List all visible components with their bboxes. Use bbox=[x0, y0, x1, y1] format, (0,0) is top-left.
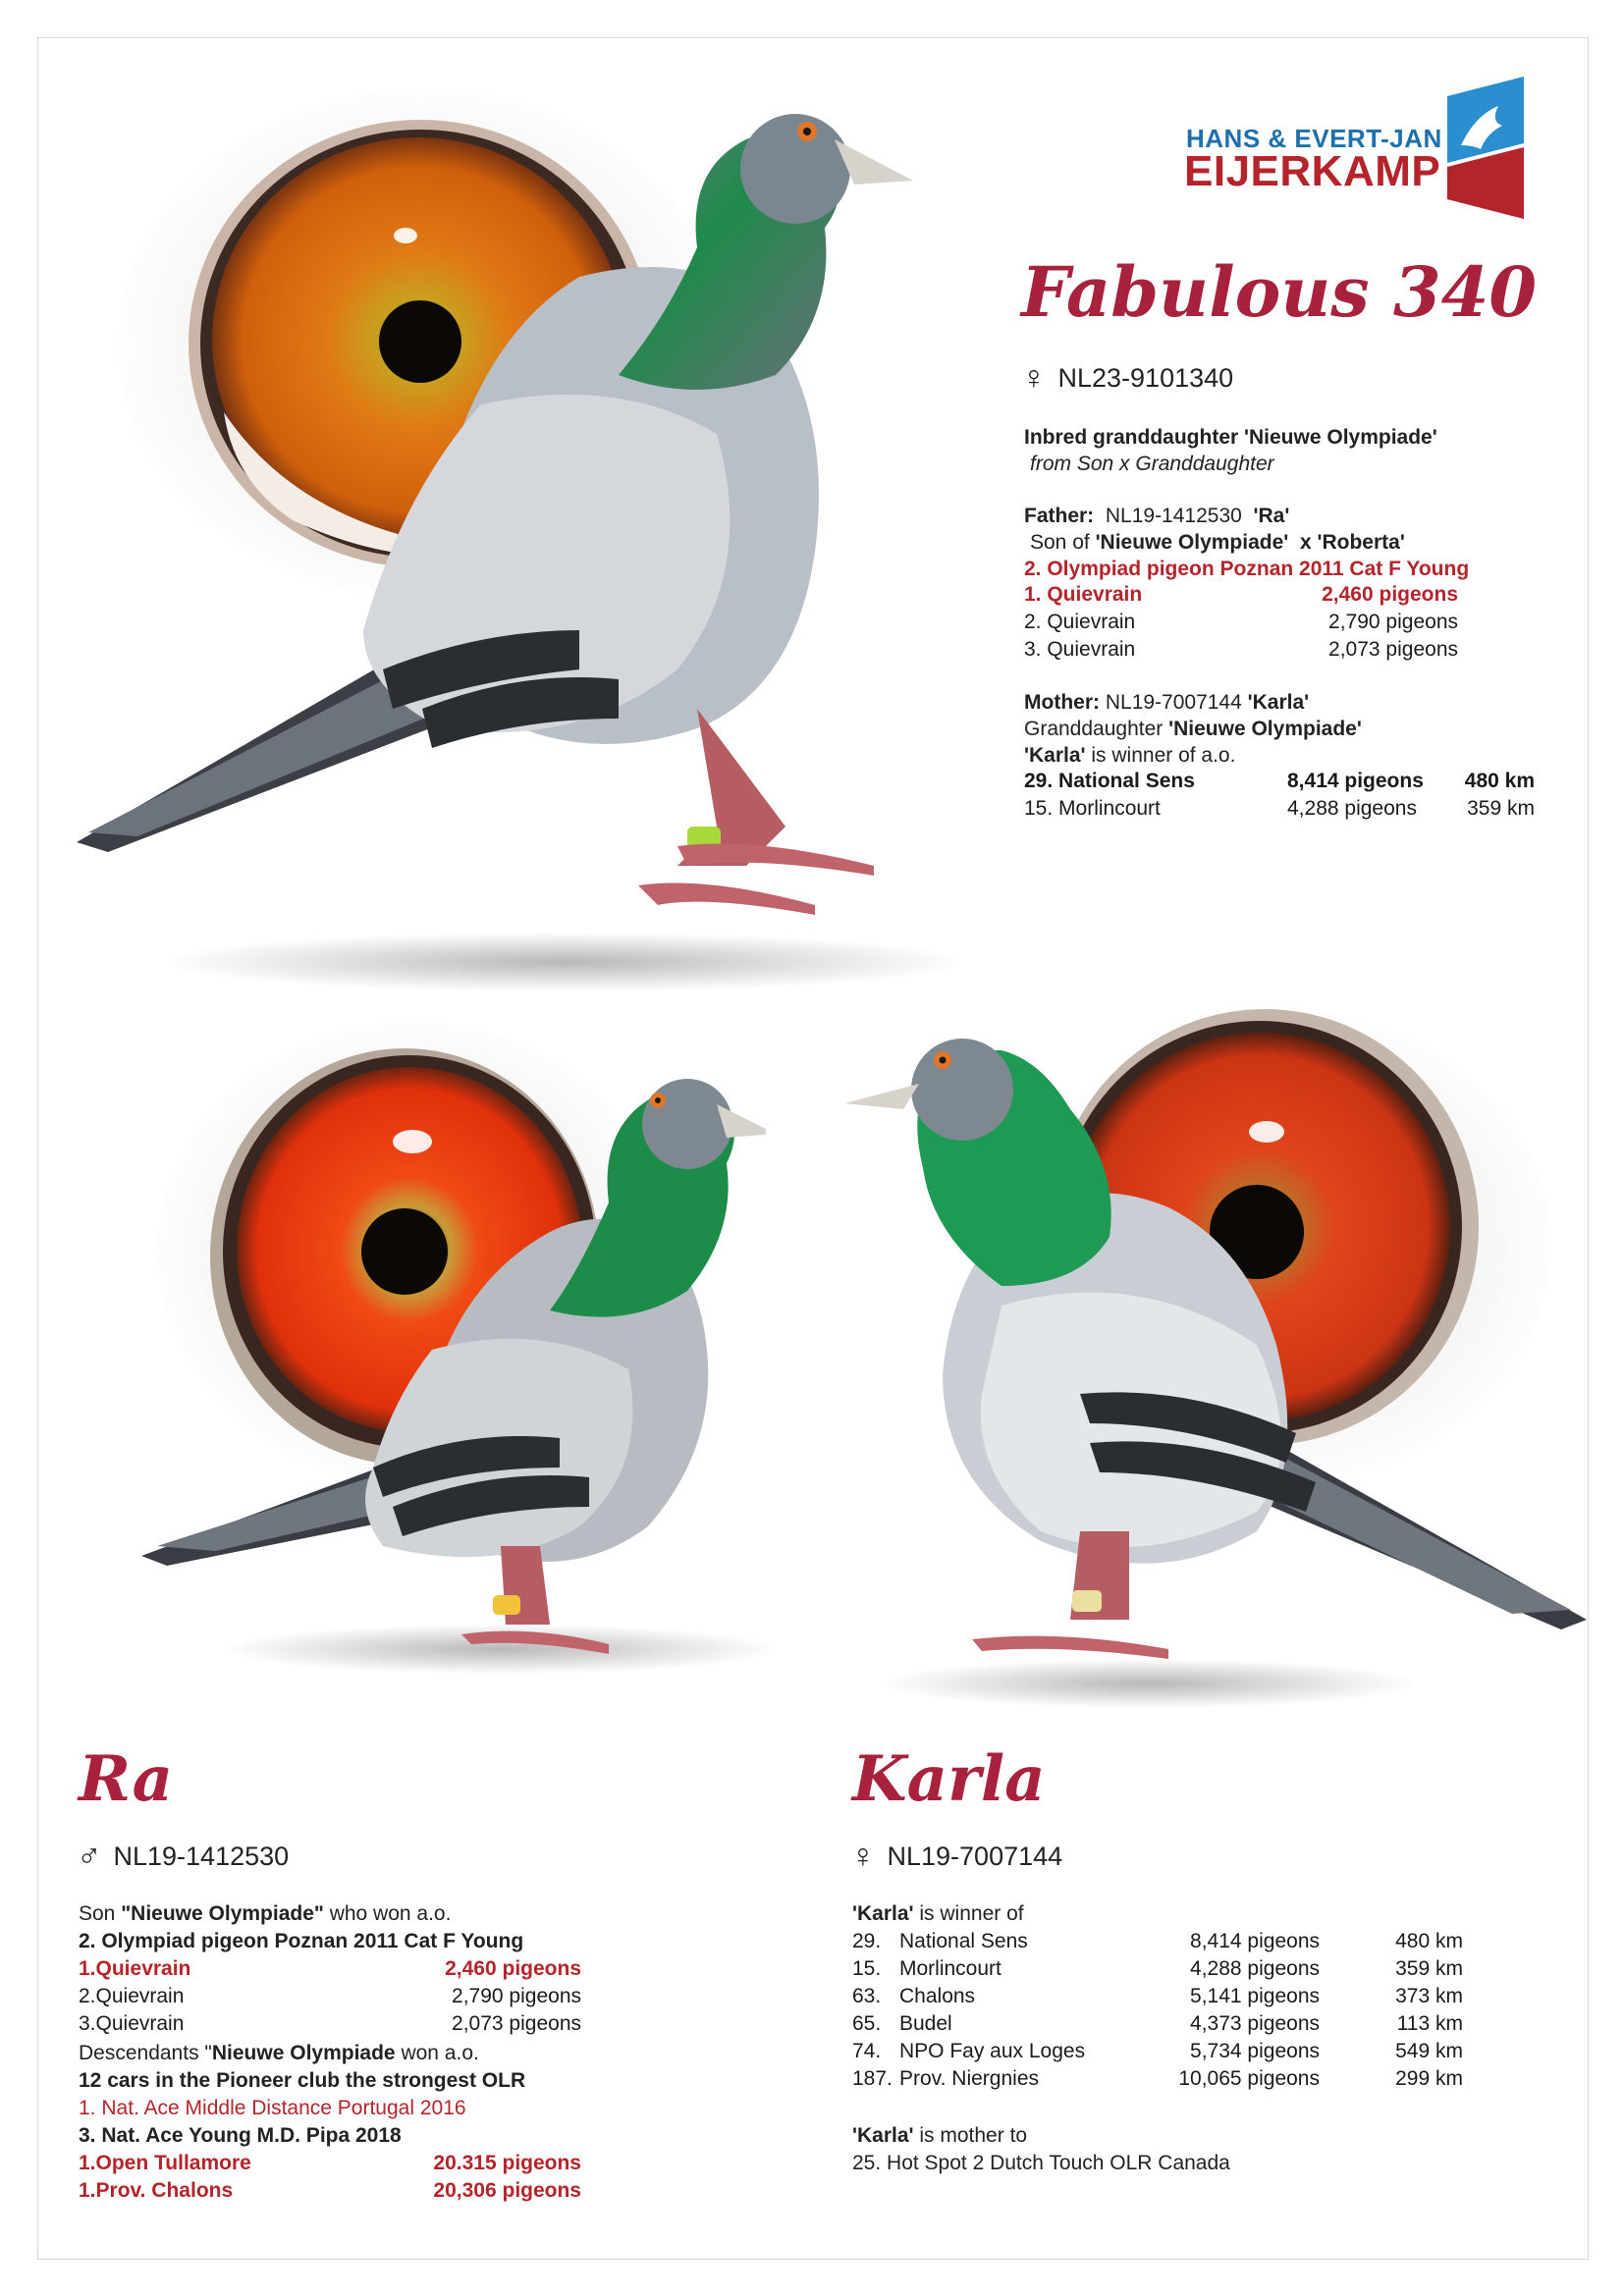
result-race: Morlincourt bbox=[899, 1957, 1001, 1980]
mother-label: Mother: bbox=[1024, 691, 1100, 714]
result-row bbox=[1024, 609, 1458, 636]
karla-mother-line2: 25. Hot Spot 2 Dutch Touch OLR Canada bbox=[852, 2152, 1230, 2174]
result-row bbox=[852, 1983, 1463, 2010]
result-place: 3. Quievrain bbox=[1024, 638, 1136, 661]
karla-pigeon-image bbox=[844, 1021, 1591, 1708]
result-count: 4,373 pigeons bbox=[1190, 2012, 1320, 2035]
karla-mother-name: 'Karla' bbox=[852, 2124, 914, 2147]
karla-ring-line bbox=[850, 1838, 1062, 1876]
ra-ring-line bbox=[77, 1838, 289, 1876]
father-line bbox=[1024, 503, 1289, 529]
female-icon: ♀ bbox=[1021, 359, 1047, 397]
father-highlight: 2. Olympiad pigeon Poznan 2011 Cat F Young bbox=[1024, 558, 1470, 580]
ra-line1-sire: "Nieuwe Olympiade" bbox=[121, 1902, 324, 1925]
result-count: 2,073 pigeons bbox=[1328, 638, 1458, 661]
father-results-table bbox=[1024, 581, 1458, 664]
result-count: 10,065 pigeons bbox=[1178, 2067, 1320, 2090]
result-count: 8,414 pigeons bbox=[1287, 770, 1424, 792]
karla-ring: NL19-7007144 bbox=[887, 1842, 1063, 1871]
karla-winner-name: 'Karla' bbox=[852, 1902, 914, 1925]
result-distance: 373 km bbox=[1395, 1985, 1463, 2007]
result-row bbox=[852, 2010, 1463, 2038]
result-position: 65. bbox=[852, 2012, 882, 2035]
result-count: 2,073 pigeons bbox=[452, 2012, 581, 2035]
ra-name: Ra bbox=[79, 1742, 174, 1816]
result-position: 15. bbox=[852, 1957, 882, 1980]
ra-results-table-1 bbox=[79, 1955, 581, 2038]
male-icon: ♂ bbox=[77, 1838, 102, 1875]
result-place: 2. Quievrain bbox=[1024, 611, 1136, 633]
result-count: 8,414 pigeons bbox=[1190, 1930, 1320, 1952]
result-row bbox=[1024, 768, 1535, 795]
mother-parentage bbox=[1024, 716, 1362, 742]
ra-line2: 2. Olympiad pigeon Poznan 2011 Cat F Young bbox=[79, 1930, 524, 1952]
karla-winner-line bbox=[852, 1900, 1024, 1927]
mother-line bbox=[1024, 689, 1309, 716]
brand-line1: HANS & EVERT-JAN bbox=[1186, 124, 1442, 153]
mother-winner-rest: is winner of a.o. bbox=[1091, 744, 1236, 767]
result-distance: 299 km bbox=[1395, 2067, 1463, 2090]
result-row bbox=[852, 1955, 1463, 1983]
result-count: 4,288 pigeons bbox=[1190, 1957, 1320, 1980]
result-count: 4,288 pigeons bbox=[1287, 797, 1417, 820]
result-race: Prov. Niergnies bbox=[899, 2067, 1039, 2090]
result-place: 15. Morlincourt bbox=[1024, 797, 1161, 820]
ra-desc-rest: won a.o. bbox=[401, 2042, 479, 2064]
ra-desc-line2: 12 cars in the Pioneer club the strongest OLR bbox=[79, 2069, 526, 2092]
result-count: 20,306 pigeons bbox=[433, 2179, 581, 2202]
result-row bbox=[1024, 636, 1458, 664]
result-race: Chalons bbox=[899, 1985, 976, 2007]
main-intro-line2: from Son x Granddaughter bbox=[1030, 453, 1274, 475]
mother-winner-line bbox=[1024, 742, 1235, 769]
mother-grandsire: 'Nieuwe Olympiade' bbox=[1168, 718, 1362, 740]
result-count: 2,460 pigeons bbox=[1322, 583, 1458, 606]
karla-results-table bbox=[852, 1928, 1463, 2093]
result-count: 5,734 pigeons bbox=[1190, 2040, 1320, 2062]
result-row bbox=[79, 1955, 581, 1983]
result-race: NPO Fay aux Loges bbox=[899, 2040, 1086, 2062]
result-count: 20.315 pigeons bbox=[433, 2152, 581, 2174]
karla-winner-rest: is winner of bbox=[919, 1902, 1024, 1925]
result-count: 2,790 pigeons bbox=[1328, 611, 1458, 633]
father-name: 'Ra' bbox=[1253, 505, 1290, 527]
mother-ring: NL19-7007144 bbox=[1105, 691, 1242, 714]
mother-results-table bbox=[1024, 768, 1535, 823]
result-place: 1. Quievrain bbox=[1024, 583, 1143, 606]
main-pigeon-image bbox=[69, 80, 1011, 1003]
result-place: 1.Quievrain bbox=[79, 1957, 191, 1980]
result-position: 74. bbox=[852, 2040, 882, 2062]
result-race: Budel bbox=[899, 2012, 952, 2035]
ra-results-table-2 bbox=[79, 2150, 581, 2205]
brand-line2: EIJERKAMP bbox=[1184, 147, 1441, 195]
result-position: 29. bbox=[852, 1930, 882, 1952]
father-label: Father: bbox=[1024, 505, 1095, 527]
result-count: 2,460 pigeons bbox=[445, 1957, 581, 1980]
ra-desc-prefix: Descendants " bbox=[79, 2042, 212, 2064]
mother-parentage-prefix: Granddaughter bbox=[1024, 718, 1164, 740]
result-row bbox=[1024, 581, 1458, 609]
female-icon: ♀ bbox=[850, 1838, 876, 1875]
main-bird-ring: NL23-9101340 bbox=[1057, 363, 1234, 393]
ra-desc-name: Nieuwe Olympiade bbox=[211, 2042, 396, 2064]
result-row bbox=[1024, 795, 1535, 823]
ra-line1 bbox=[79, 1900, 451, 1927]
result-place: 1.Open Tullamore bbox=[79, 2152, 251, 2174]
result-distance: 480 km bbox=[1395, 1930, 1463, 1952]
main-intro-line1: Inbred granddaughter 'Nieuwe Olympiade' bbox=[1024, 426, 1437, 449]
result-row bbox=[79, 2010, 581, 2038]
ra-desc-line4: 3. Nat. Ace Young M.D. Pipa 2018 bbox=[79, 2124, 402, 2147]
result-row bbox=[852, 2065, 1463, 2093]
result-place: 2.Quievrain bbox=[79, 1985, 185, 2007]
result-distance: 480 km bbox=[1464, 770, 1535, 792]
father-dam: 'Roberta' bbox=[1317, 531, 1405, 554]
result-row bbox=[852, 1928, 1463, 1955]
father-son-of-prefix: Son of bbox=[1030, 531, 1090, 554]
mother-name: 'Karla' bbox=[1247, 691, 1310, 714]
father-ring: NL19-1412530 bbox=[1105, 505, 1242, 527]
result-row bbox=[79, 2177, 581, 2205]
result-distance: 359 km bbox=[1467, 797, 1535, 820]
ra-line1-rest: who won a.o. bbox=[329, 1902, 452, 1925]
karla-mother-rest: is mother to bbox=[919, 2124, 1028, 2147]
father-cross: x bbox=[1299, 531, 1312, 554]
ra-pigeon-image bbox=[137, 1055, 766, 1688]
ra-desc-line3: 1. Nat. Ace Middle Distance Portugal 2016 bbox=[79, 2097, 466, 2119]
result-distance: 359 km bbox=[1395, 1957, 1463, 1980]
result-position: 63. bbox=[852, 1985, 882, 2007]
result-place: 1.Prov. Chalons bbox=[79, 2179, 234, 2202]
mother-winner-name: 'Karla' bbox=[1024, 744, 1086, 767]
result-place: 3.Quievrain bbox=[79, 2012, 185, 2035]
main-bird-ring-line bbox=[1021, 359, 1233, 398]
result-distance: 549 km bbox=[1395, 2040, 1463, 2062]
father-parentage bbox=[1030, 529, 1405, 556]
father-sire: 'Nieuwe Olympiade' bbox=[1095, 531, 1289, 554]
result-row bbox=[79, 1983, 581, 2010]
result-count: 2,790 pigeons bbox=[452, 1985, 581, 2007]
main-bird-name: Fabulous 340 bbox=[1021, 251, 1538, 333]
karla-mother-line bbox=[852, 2122, 1027, 2149]
ra-descendants-line bbox=[79, 2040, 479, 2066]
result-place: 29. National Sens bbox=[1024, 770, 1195, 792]
result-position: 187. bbox=[852, 2067, 893, 2090]
result-row bbox=[79, 2150, 581, 2177]
karla-name: Karla bbox=[852, 1742, 1046, 1816]
result-row bbox=[852, 2038, 1463, 2065]
result-race: National Sens bbox=[899, 1930, 1028, 1952]
result-distance: 113 km bbox=[1396, 2012, 1463, 2035]
result-count: 5,141 pigeons bbox=[1190, 1985, 1320, 2007]
ra-line1-prefix: Son bbox=[79, 1902, 116, 1925]
pigeon-logo-icon bbox=[1441, 77, 1530, 219]
ra-ring: NL19-1412530 bbox=[113, 1842, 290, 1871]
